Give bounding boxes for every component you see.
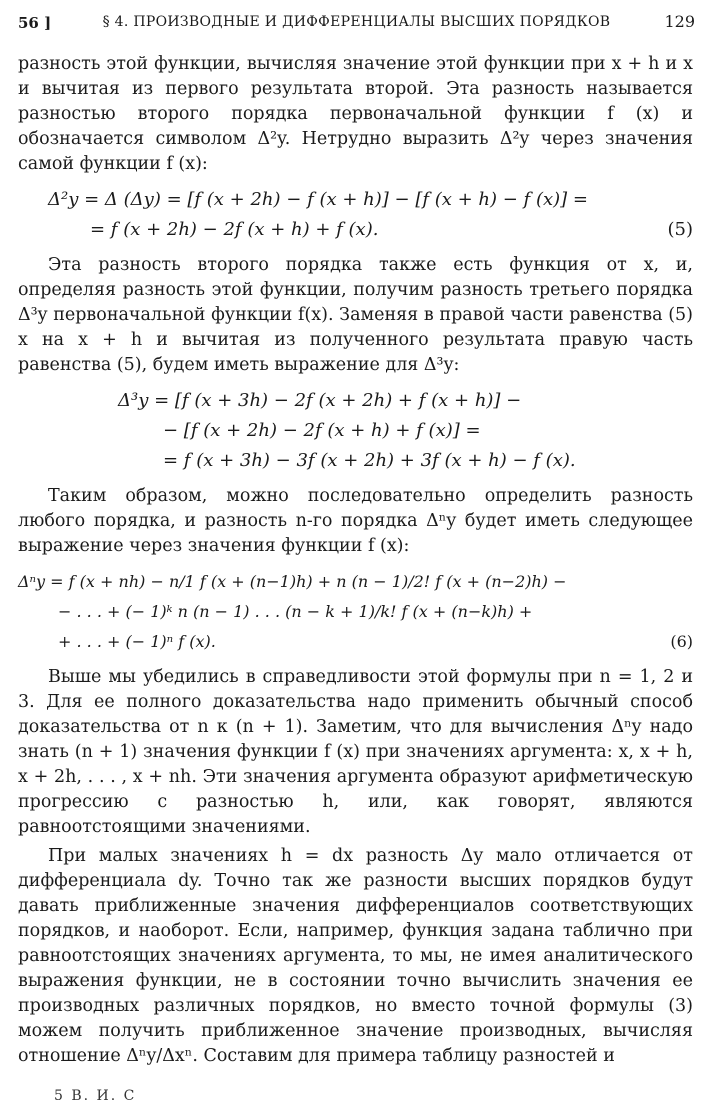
footer-signature: 5 В. И. С [54,1088,137,1104]
equation-d3-line-2: − [f (x + 2h) − 2f (x + h) + f (x)] = [163,420,481,441]
paragraph-3: Таким образом, можно последовательно определить разность любого порядка, и разность n-го порядка Δⁿy будет иметь следующее выражение через значения функции f (x): [18,486,693,556]
equation-number-6: (6) [670,632,693,651]
paragraph-5: При малых значениях h = dx разность Δy мало отличается от дифференциала dy. Точно так же разности высших порядков будут давать приближенные значения дифференциалов соответствующих порядков, и наоборот. Если, например, функция задана таблично при равноотстоящих значениях аргумента, то мы, не имея аналитического выражения функции, не в состоянии точно вычислить значения ее производных различных порядков, но вместо точной формулы (3) можем получить приближенное значение производных, вычисляя отношение Δⁿy/Δxⁿ. Составим для примера таблицу разностей и [18,846,693,1066]
page-number: 129 [664,12,695,31]
equation-6-line-3: + . . . + (− 1)ⁿ f (x). (6) [18,627,693,657]
running-header [18,10,695,40]
equation-5-line-1: Δ²y = Δ (Δy) = [f (x + 2h) − f (x + h)] − [f (x + h) − f (x)] = [48,189,588,210]
equation-d3-line-3: = f (x + 3h) − 3f (x + 2h) + 3f (x + h) − f (x). [163,450,576,471]
paragraph-2: Эта разность второго порядка также есть функция от x, и, определяя разность этой функции, получим разность третьего порядка Δ³y первоначальной функции f(x). Заменяя в правой части равенства (5) x на x + h и вычитая из полученного результата правую часть равенства (5), будем иметь выражение для Δ³y: [18,255,693,375]
section-marker: 56 ] [18,14,52,32]
equation-d3-line-1: Δ³y = [f (x + 3h) − 2f (x + 2h) + f (x + h)] − [118,390,522,411]
running-title: § 4. ПРОИЗВОДНЫЕ И ДИФФЕРЕНЦИАЛЫ ВЫСШИХ ПОРЯДКОВ [102,14,611,30]
equation-6-line-1: Δⁿy = f (x + nh) − n/1 f (x + (n−1)h) + n (n − 1)/2! f (x + (n−2)h) − [18,572,567,591]
paragraph-4: Выше мы убедились в справедливости этой формулы при n = 1, 2 и 3. Для ее полного доказательства надо применить обычный способ доказательства от n к (n + 1). Заметим, что для вычисления Δⁿy надо знать (n + 1) значения функции f (x) при значениях аргумента: x, x + h, x + 2h, . . . , x + nh. Эти значения аргумента образуют арифметическую прогрессию с разностью h, или, как говорят, являются равноотстоящими значениями. [18,667,693,837]
equation-6-line-2: − . . . + (− 1)ᵏ n (n − 1) . . . (n − k + 1)/k! f (x + (n−k)h) + [58,602,533,621]
paragraph-1: разность этой функции, вычисляя значение этой функции при x + h и x и вычитая из первого результата второй. Эта разность называется разностью второго порядка первоначальной функции f (x) и обозначается символом Δ²y. Нетрудно выразить Δ²y через значения самой функции f (x): [18,54,693,174]
page-body [18,52,693,1069]
equation-5-line-2: = f (x + 2h) − 2f (x + h) + f (x). (5) [18,215,693,245]
equation-number-5: (5) [667,219,693,240]
